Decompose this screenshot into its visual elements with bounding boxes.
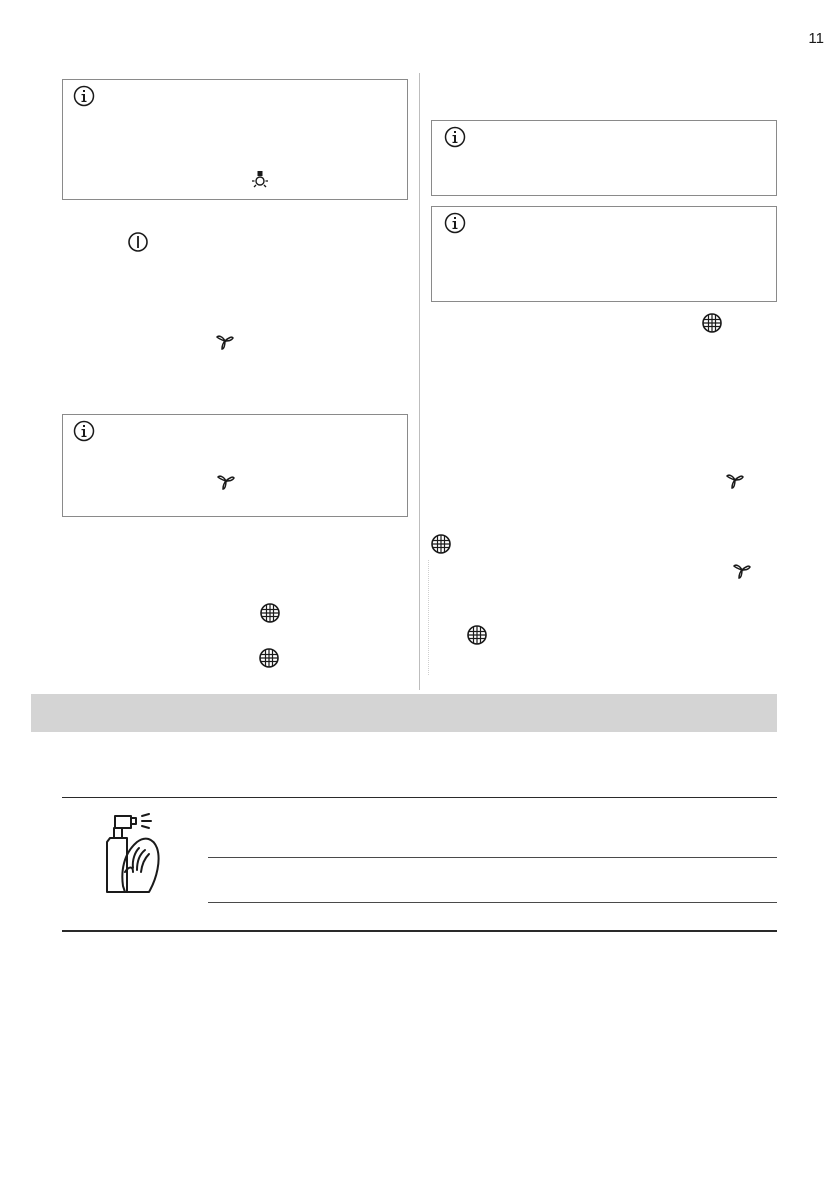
grease-filter-icon <box>430 533 452 555</box>
note-box-right-1 <box>431 120 777 196</box>
section-header-bar <box>31 694 777 732</box>
column-divider <box>419 73 420 690</box>
light-bulb-icon <box>249 170 271 192</box>
table-row-rule <box>208 857 777 858</box>
note-box-fan <box>62 414 408 517</box>
indent-guide <box>428 560 430 675</box>
grease-filter-icon <box>701 312 723 334</box>
grease-filter-icon <box>258 647 280 669</box>
table-bottom-rule <box>62 930 777 932</box>
note-box-right-2 <box>431 206 777 302</box>
fan-icon <box>731 559 753 581</box>
note-box-light <box>62 79 408 200</box>
fan-icon <box>724 469 746 491</box>
info-icon <box>444 126 466 148</box>
table-top-rule <box>62 797 777 798</box>
page-number: 11 <box>808 30 824 47</box>
fan-icon <box>214 330 236 352</box>
spray-and-cloth-cleaning-icon <box>103 812 165 896</box>
grease-filter-icon <box>259 602 281 624</box>
grease-filter-icon <box>466 624 488 646</box>
fan-icon <box>215 470 237 492</box>
table-row-rule <box>208 902 777 903</box>
info-icon <box>73 85 95 107</box>
info-icon <box>444 212 466 234</box>
power-icon <box>127 231 149 253</box>
info-icon <box>73 420 95 442</box>
